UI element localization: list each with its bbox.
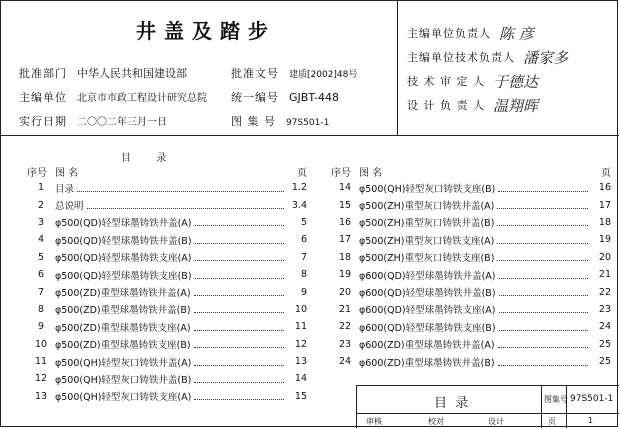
toc-leader-dots: [194, 329, 284, 331]
toc-item-no: 14: [338, 182, 352, 194]
unified-no-label: 统一编号: [231, 91, 279, 104]
toc-item-page: 1.2: [291, 182, 307, 194]
editor-unit-value: 北京市市政工程设计研究总院: [77, 93, 207, 104]
toc-leader-dots: [87, 207, 284, 209]
approval-row: [407, 45, 612, 69]
page-title: 井盖及踏步: [136, 19, 276, 43]
toc-item: [27, 301, 307, 318]
toc-column-left: [27, 163, 307, 405]
toc-item-page: 14: [294, 373, 307, 385]
effective-date-value: 二〇〇二年三月一日: [77, 117, 167, 128]
approval-row: [407, 21, 612, 45]
toc-item-name: φ500(QH)轻型灰口铸铁井盖(B): [55, 374, 192, 386]
toc-item-no: 3: [37, 216, 45, 228]
toc-item-no: 2: [37, 199, 45, 211]
toc-column-right: [331, 163, 611, 370]
toc-item-name: φ500(QH)轻型灰口铸铁支座(A): [55, 392, 192, 404]
tb-rule-a: [541, 385, 542, 428]
toc-leader-dots: [498, 364, 588, 366]
toc-item: [27, 266, 307, 283]
tb-check: 校对: [428, 417, 444, 426]
toc-item-no: 20: [338, 286, 352, 298]
toc-item: [27, 318, 307, 335]
unified-no-value: GJBT-448: [289, 91, 339, 104]
toc-item: [331, 249, 611, 266]
toc-item-name: φ500(ZD)重型球墨铸铁井盖(A): [55, 288, 191, 300]
approval-doc: [231, 65, 357, 81]
tb-atlas-value: 97S501-1: [570, 394, 614, 404]
tb-review: 审核: [366, 417, 382, 426]
atlas-no-label: 图 集 号: [231, 115, 276, 128]
toc-item-page: 20: [598, 251, 611, 263]
toc-column-header: [27, 163, 307, 179]
toc-item-page: 21: [598, 269, 611, 281]
toc-item-page: 12: [294, 338, 307, 350]
approval-doc-label: 批准文号: [231, 67, 279, 80]
toc-item-name: φ500(ZD)重型球墨铸铁支座(B): [55, 340, 191, 352]
toc-leader-dots: [194, 398, 284, 400]
toc-item-no: 12: [34, 373, 48, 385]
toc-item: [27, 179, 307, 196]
unified-no: [231, 89, 339, 105]
title-block: [356, 385, 619, 428]
toc-column-header: [331, 163, 611, 179]
approval-label: 主编单位技术负责人: [407, 51, 515, 64]
toc-item-page: 13: [294, 356, 307, 368]
toc-item: [331, 231, 611, 248]
toc-leader-dots: [194, 346, 284, 348]
toc-leader-dots: [497, 207, 588, 209]
toc-item-no: 8: [37, 303, 45, 315]
toc-leader-dots: [499, 277, 588, 279]
toc-item-no: 22: [338, 321, 352, 333]
toc-leader-dots: [194, 311, 284, 313]
toc-item-page: 19: [598, 234, 611, 246]
toc-leader-dots: [499, 329, 588, 331]
approvals-block: [407, 21, 612, 117]
toc-item-page: 16: [598, 182, 611, 194]
toc-item: [27, 249, 307, 266]
toc-item-name: φ600(QD)轻型球墨铸铁支座(A): [359, 305, 496, 317]
tb-rule-top: [356, 385, 619, 386]
toc-item: [27, 353, 307, 370]
toc-item-name: 总说明: [55, 201, 84, 213]
toc-item: [331, 318, 611, 335]
toc-item-no: 5: [37, 251, 45, 263]
toc-item-name: φ500(ZH)重型灰口铸铁支座(A): [359, 235, 495, 247]
toc-leader-dots: [498, 190, 588, 192]
toc-item-no: 6: [37, 269, 45, 281]
toc-item-no: 17: [338, 234, 352, 246]
tb-rule-left: [356, 385, 357, 428]
header-rule: [1, 135, 619, 136]
approval-label: 技 术 审 定 人: [407, 75, 485, 88]
toc-item-no: 10: [34, 338, 48, 350]
toc-leader-dots: [497, 259, 588, 261]
approving-dept-value: 中华人民共和国建设部: [77, 67, 187, 80]
toc-item-no: 21: [338, 303, 352, 315]
toc-item-name: φ600(QD)轻型球墨铸铁支座(B): [359, 322, 496, 334]
toc-item-no: 15: [338, 199, 352, 211]
toc-item-no: 1: [37, 182, 45, 194]
toc-item-name: φ500(QD)轻型球墨铸铁井盖(A): [55, 218, 192, 230]
toc-item-name: 目录: [55, 183, 75, 195]
approval-doc-value: 建质[2002]48号: [289, 70, 358, 80]
toc-item-name: φ500(QD)轻型球墨铸铁支座(A): [55, 253, 192, 265]
atlas-no: [231, 113, 329, 129]
approval-label: 主编单位负责人: [407, 27, 491, 40]
toc-leader-dots: [499, 311, 588, 313]
toc-leader-dots: [194, 294, 284, 296]
approval-row: [407, 69, 612, 93]
toc-item: [331, 283, 611, 300]
toc-item-page: 17: [598, 199, 611, 211]
toc-item-page: 18: [598, 216, 611, 228]
tb-rule-mid: [356, 413, 619, 414]
tb-design: 设计: [488, 417, 504, 426]
toc-item-name: φ500(ZD)重型球墨铸铁支座(A): [55, 322, 191, 334]
approval-row: [407, 93, 612, 117]
toc-item-page: 23: [598, 303, 611, 315]
toc-item: [331, 336, 611, 353]
effective-date-label: 实行日期: [19, 115, 67, 128]
effective-date: [19, 113, 167, 129]
toc-item: [331, 179, 611, 196]
toc-item-name: φ500(QD)轻型球墨铸铁井盖(B): [55, 235, 192, 247]
col-page-header: 页: [297, 167, 307, 179]
signature: 于德达: [493, 72, 539, 91]
toc-item-name: φ500(ZD)重型球墨铸铁井盖(B): [55, 305, 191, 317]
signature: 潘家多: [523, 48, 569, 67]
toc-leader-dots: [194, 364, 284, 366]
toc-item-page: 10: [294, 303, 307, 315]
toc-item-no: 18: [338, 251, 352, 263]
toc-leader-dots: [195, 277, 284, 279]
tb-atlas-label: 图集号: [544, 395, 568, 404]
toc-item: [331, 266, 611, 283]
editor-unit-label: 主编单位: [19, 91, 67, 104]
toc-item: [331, 214, 611, 231]
toc-item-name: φ600(ZD)重型球墨铸铁井盖(B): [359, 357, 495, 369]
toc-list-right: [331, 179, 611, 370]
toc-item: [331, 301, 611, 318]
approval-label: 设 计 负 责 人: [407, 99, 485, 112]
col-no-header: 序号: [27, 167, 47, 179]
toc-item-name: φ600(ZD)重型球墨铸铁井盖(A): [359, 340, 495, 352]
toc-leader-dots: [498, 346, 588, 348]
toc-leader-dots: [194, 381, 284, 383]
toc-item-no: 19: [338, 269, 352, 281]
toc-item-no: 23: [338, 338, 352, 350]
toc-item: [27, 336, 307, 353]
toc-item-page: 3.4: [291, 199, 307, 211]
editor-unit: [19, 89, 207, 105]
toc-item-name: φ600(QD)轻型球墨铸铁井盖(B): [359, 288, 496, 300]
toc-leader-dots: [77, 190, 284, 192]
cover-header: [1, 1, 619, 135]
toc-item-name: φ500(ZH)重型灰口铸铁支座(B): [359, 253, 495, 265]
atlas-no-value: 97S501-1: [286, 118, 330, 128]
toc-item-name: φ500(QH)轻型灰口铸铁支座(B): [359, 183, 496, 195]
toc-leader-dots: [195, 242, 284, 244]
toc-item-no: 9: [37, 321, 45, 333]
toc-leader-dots: [195, 224, 284, 226]
tb-rule-b: [566, 385, 567, 428]
col-no-header: 序号: [331, 167, 351, 179]
toc-item-name: φ500(ZH)重型灰口铸铁井盖(B): [359, 218, 495, 230]
toc-item-page: 25: [598, 338, 611, 350]
col-name-header: 图 名: [359, 167, 383, 179]
header-divider: [397, 1, 398, 135]
signature: 陈 彦: [499, 24, 534, 43]
toc-item: [27, 231, 307, 248]
toc-item: [331, 353, 611, 370]
tb-page-label: 页: [548, 417, 556, 426]
col-name-header: 图 名: [55, 167, 79, 179]
toc-leader-dots: [195, 259, 284, 261]
toc-item: [331, 196, 611, 213]
toc-item-page: 11: [294, 321, 307, 333]
toc-leader-dots: [499, 294, 588, 296]
toc-item-name: φ500(QD)轻型球墨铸铁支座(B): [55, 270, 192, 282]
toc-item: [27, 196, 307, 213]
toc-item-page: 5: [300, 216, 307, 228]
col-page-header: 页: [601, 167, 611, 179]
toc-item: [27, 388, 307, 405]
toc-item-page: 24: [598, 321, 611, 333]
toc-item-page: 15: [294, 390, 307, 402]
toc-item-page: 7: [300, 251, 307, 263]
toc-item-no: 24: [338, 356, 352, 368]
tb-drawing-name: 目 录: [434, 396, 469, 411]
toc-item-page: 22: [598, 286, 611, 298]
toc-item-page: 9: [300, 286, 307, 298]
toc-leader-dots: [497, 242, 588, 244]
toc-item-no: 11: [34, 356, 48, 368]
approving-dept-label: 批准部门: [19, 67, 67, 80]
signature: 温翔晖: [493, 96, 539, 115]
toc-item: [27, 283, 307, 300]
toc-item-page: 8: [300, 269, 307, 281]
toc-item-name: φ500(QH)轻型灰口铸铁井盖(A): [55, 357, 192, 369]
tb-page-value: 1: [588, 416, 594, 425]
toc-item-no: 13: [34, 390, 48, 402]
toc-item-no: 16: [338, 216, 352, 228]
toc-leader-dots: [497, 224, 588, 226]
toc-item: [27, 214, 307, 231]
toc-item-page: 6: [300, 234, 307, 246]
toc-list-left: [27, 179, 307, 405]
toc-item-no: 4: [37, 234, 45, 246]
toc-item-page: 25: [598, 356, 611, 368]
toc-item-name: φ600(QD)轻型球墨铸铁井盖(A): [359, 270, 496, 282]
toc-item: [27, 370, 307, 387]
toc-item-no: 7: [37, 286, 45, 298]
toc-item-name: φ500(ZH)重型灰口铸铁井盖(A): [359, 201, 495, 213]
approving-dept: [19, 65, 187, 81]
toc-title: 目 录: [121, 153, 167, 164]
